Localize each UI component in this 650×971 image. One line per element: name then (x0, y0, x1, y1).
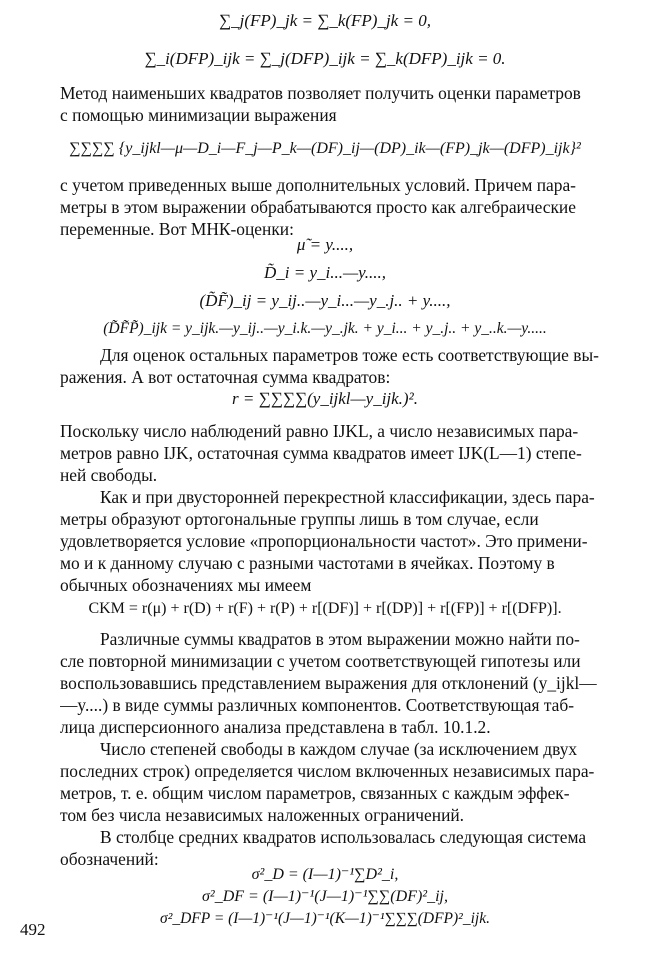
equation-d-estimate: D̃_i = y_i...—y...., (264, 263, 386, 282)
text-line: метры образуют ортогональные группы лишь в том случае, если (60, 509, 539, 529)
text-line: метры в этом выражении обрабатываются просто как алгебраические (60, 197, 576, 217)
text-line: с учетом приведенных выше дополнительных условий. Причем пара- (60, 175, 576, 195)
text-line: переменные. Вот МНК-оценки: (60, 219, 294, 239)
equation-dfp-constraint: ∑_i(DFP)_ijk = ∑_j(DFP)_ijk = ∑_k(DFP)_ijk = 0. (144, 49, 506, 68)
text-line: метров, т. е. общим числом параметров, связанных с каждым эффек- (60, 783, 570, 803)
text-line: обозначений: (60, 849, 159, 869)
text-line: последних строк) определяется числом включенных независимых пара- (60, 761, 595, 781)
text-line: сле повторной минимизации с учетом соответствующей гипотезы или (60, 651, 581, 671)
text-line: ней свободы. (60, 465, 158, 485)
text-line: —y....) в виде суммы различных компонентов. Соответствующая таб- (60, 695, 575, 715)
equation-minimization: ∑∑∑∑ {y_ijkl—μ—D_i—F_j—P_k—(DF)_ij—(DP)_ik—(FP)_jk—(DFP)_ijk}² (69, 140, 581, 157)
text-line: Для оценок остальных параметров тоже есть соответствующие вы- (100, 345, 599, 365)
text-line: лица дисперсионного анализа представлена в табл. 10.1.2. (60, 717, 491, 737)
text-line: удовлетворяется условие «пропорциональности частот». Это примени- (60, 531, 588, 551)
equation-sigma-dfp: σ²_DFP = (I—1)⁻¹(J—1)⁻¹(K—1)⁻¹∑∑∑(DFP)²_ijk. (160, 910, 490, 927)
text-line: Как и при двусторонней перекрестной классификации, здесь пара- (100, 487, 595, 507)
equation-sigma-df: σ²_DF = (I—1)⁻¹(J—1)⁻¹∑∑(DF)²_ij, (202, 888, 448, 905)
text-line: В столбце средних квадратов использовалась следующая система (100, 827, 587, 847)
equation-ckm: CKM = r(μ) + r(D) + r(F) + r(P) + r[(DF)] + r[(DP)] + r[(FP)] + r[(DFP)]. (88, 600, 562, 617)
equation-fp-constraint: ∑_j(FP)_jk = ∑_k(FP)_jk = 0, (219, 11, 431, 30)
text-line: обычных обозначениях мы имеем (60, 575, 312, 595)
equation-residual-sum: r = ∑∑∑∑(y_ijkl—y_ijk.)². (232, 389, 418, 408)
text-line: Метод наименьших квадратов позволяет получить оценки параметров (60, 83, 581, 103)
equation-sigma-d: σ²_D = (I—1)⁻¹∑D²_i, (251, 866, 399, 883)
text-line: том без числа независимых наложенных ограничений. (60, 805, 465, 825)
equation-df-estimate: (D̃F̃)_ij = y_ij..—y_i...—y_.j.. + y...., (199, 291, 451, 310)
equation-mu-estimate: μ̃ = y...., (296, 235, 354, 254)
text-line: Поскольку число наблюдений равно IJKL, а число независимых пара- (60, 421, 579, 441)
text-line: метров равно IJK, остаточная сумма квадратов имеет IJK(L—1) степе- (60, 443, 582, 463)
equation-dfp-estimate: (D̃F̃P̃)_ijk = y_ijk.—y_ij..—y_i.k.—y_.jk. + y_i... + y_.j.. + y_..k.—y..... (103, 320, 547, 337)
text-line: воспользовавшись представлением выражения для отклонений (y_ijkl— (60, 673, 597, 693)
text-line: мо и к данному случаю с разными частотами в ячейках. Поэтому в (60, 553, 555, 573)
page-number: 492 (20, 920, 46, 939)
text-line: ражения. А вот остаточная сумма квадратов: (60, 367, 391, 387)
text-line: Различные суммы квадратов в этом выражении можно найти по- (100, 629, 580, 649)
text-line: с помощью минимизации выражения (60, 105, 337, 125)
text-line: Число степеней свободы в каждом случае (за исключением двух (100, 739, 578, 759)
